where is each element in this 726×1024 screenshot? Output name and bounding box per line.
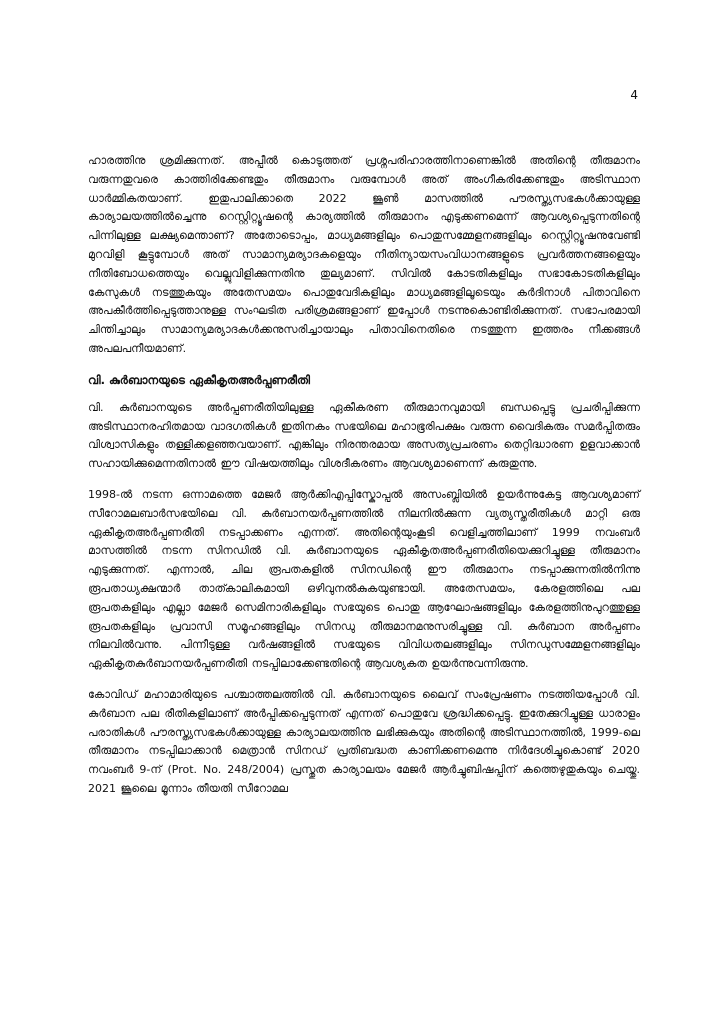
page-number: 4	[630, 88, 638, 102]
section-heading: വി. കുർബാനയുടെ ഏകീകൃതഅർപ്പണരീതി	[88, 372, 310, 387]
paragraph-3: 1998-ൽ നടന്ന ഒന്നാമത്തെ മേജർ ആർക്കിഎപ്പിസ്കോപ്പൽ അസംബ്ലിയിൽ ഉയർന്നുകേട്ട ആവശ്യമാണ് സീറോമലബാർസഭയിലെ വി. കുർബാനയർപ്പണത്തിൽ നിലനിൽക്കുന്ന വ്യത്യസ്തരീതികൾ മാറ്റി ഒരു ഏകീകൃതഅർപ്പണരീതി നടപ്പാക്കണം എന്നത്. അതിന്റെയുംകൂടി വെളിച്ചത്തിലാണ് 1999 നവംബർ മാസത്തിൽ നടന്ന സിനഡിൽ വി. കുർബാനയുടെ ഏകീകൃതഅർപ്പണരീതിയെക്കുറിച്ചുള്ള തീരുമാനം എടുക്കുന്നത്. എന്നാൽ, ചില രൂപതകളിൽ സിനഡിന്റെ ഈ തീരുമാനം നടപ്പാക്കുന്നതിൽനിന്നു രൂപതാധ്യക്ഷന്മാർ താത്കാലികമായി ഒഴിവുനൽകുകയുണ്ടായി. അതേസമയം, കേരളത്തിലെ പല രൂപതകളിലും എല്ലാ മേജർ സെമിനാരികളിലും സഭയുടെ പൊതു ആഘോഷങ്ങളിലും കേരളത്തിനുപുറത്തുള്ള രൂപതകളിലും പ്രവാസി സമൂഹങ്ങളിലും സിനഡു തീരുമാനമനുസരിച്ചുള്ള വി. കുർബാന അർപ്പണം നിലവിൽവന്നു. പിന്നീടുള്ള വർഷങ്ങളിൽ സഭയുടെ വിവിധതലങ്ങളിലും സിനഡുസമ്മേളനങ്ങളിലും ഏകീകൃതകുർബാനയർപ്പണരീതി നടപ്പിലാക്കേണ്ടതിന്റെ ആവശ്യകത ഉയർന്നുവന്നിരുന്നു.	[88, 487, 640, 671]
paragraph-4: കോവിഡ് മഹാമാരിയുടെ പശ്ചാത്തലത്തിൽ വി. കുർബാനയുടെ ലൈവ് സംപ്രേഷണം നടത്തിയപ്പോൾ വി. കുർബാന പല രീതികളിലാണ് അർപ്പിക്കപ്പെടുന്നത് എന്നത് പൊതുവേ ശ്രദ്ധിക്കപ്പെട്ടു. ഇതേക്കുറിച്ചുള്ള ധാരാളം പരാതികൾ പൗരസ്ത്യസഭകൾക്കായുള്ള കാര്യാലയത്തിനു ലഭിക്കുകയും അതിന്റെ അടിസ്ഥാനത്തിൽ, 1999-ലെ തീരുമാനം നടപ്പിലാക്കാൻ മെത്രാൻ സിനഡ് പ്രതിബദ്ധത കാണിക്കണമെന്നു നിർദേശിച്ചുകൊണ്ട് 2020 നവംബർ 9-ന് (Prot. No. 248/2004) പ്രസ്തുത കാര്യാലയം മേജർ ആർച്ചുബിഷപ്പിന് കത്തെഴുതുകയും ചെയ്തു. 2021 ജൂലൈ മൂന്നാം തീയതി സീറോമല	[88, 687, 640, 795]
page-body	[88, 152, 640, 811]
paragraph-1: ഹാരത്തിനു ശ്രമിക്കുന്നത്. അപ്പീൽ കൊടുത്തത് പ്രശ്നപരിഹാരത്തിനാണെങ്കിൽ അതിന്റെ തീരുമാനം വരുന്നതുവരെ കാത്തിരിക്കേണ്ടതും തീരുമാനം വരുമ്പോൾ അത് അംഗീകരിക്കേണ്ടതും അടിസ്ഥാന ധാർമ്മികതയാണ്. ഇതുപാലിക്കാതെ 2022 ജൂൺ മാസത്തിൽ പൗരസ്ത്യസഭകൾക്കായുള്ള കാര്യാലയത്തിൽച്ചെന്നു റെസ്റ്റിറ്റ്യൂഷന്റെ കാര്യത്തിൽ തീരുമാനം എടുക്കണമെന്ന് ആവശ്യപ്പെടുന്നതിന്റെ പിന്നിലുള്ള ലക്ഷ്യമെന്താണ്? അതോടൊപ്പം, മാധ്യമങ്ങളിലും പൊതുസമ്മേളനങ്ങളിലും റെസ്റ്റിറ്റ്യൂഷനുവേണ്ടി മുറവിളി കൂട്ടുമ്പോൾ അത് സാമാന്യമര്യാദകളെയും നീതിന്യായസംവിധാനങ്ങളുടെ പ്രവർത്തനങ്ങളെയും നീതിബോധത്തെയും വെല്ലുവിളിക്കുന്നതിനു തുല്യമാണ്. സിവിൽ കോടതികളിലും സഭാകോടതികളിലും കേസുകൾ നടത്തുകയും അതേസമയം പൊതുവേദികളിലും മാധ്യമങ്ങളിലൂടെയും കർദിനാൾ പിതാവിനെ അപകീർത്തിപ്പെടുത്താനുള്ള സംഘടിത പരിശ്രമങ്ങളാണ് ഇപ്പോൾ നടന്നുകൊണ്ടിരിക്കുന്നത്. സഭാപരമായി ചിന്തിച്ചാലും സാമാന്യമര്യാദകൾക്കനുസരിച്ചായാലും പിതാവിനെതിരെ നടത്തുന്ന ഇത്തരം നീക്കങ്ങൾ അപലപനീയമാണ്.	[88, 154, 640, 355]
paragraph-2: വി. കുർബാനയുടെ അർപ്പണരീതിയിലുള്ള ഏകീകരണ തീരുമാനവുമായി ബന്ധപ്പെട്ടു പ്രചരിപ്പിക്കുന്ന അടിസ്ഥാനരഹിതമായ വാദഗതികൾ ഇതിനകം സഭയിലെ മഹാഭൂരിപക്ഷം വരുന്ന വൈദികരും സമർപ്പിതരും വിശ്വാസികളും തള്ളിക്കളഞ്ഞവയാണ്. എങ്കിലും നിരന്തരമായ അസത്യപ്രചരണം തെറ്റിദ്ധാരണ ഉളവാക്കാൻ സഹായിക്കുമെന്നതിനാൽ ഈ വിഷയത്തിലും വിശദീകരണം ആവശ്യമാണെന്ന് കരുതുന്നു.	[88, 400, 640, 471]
